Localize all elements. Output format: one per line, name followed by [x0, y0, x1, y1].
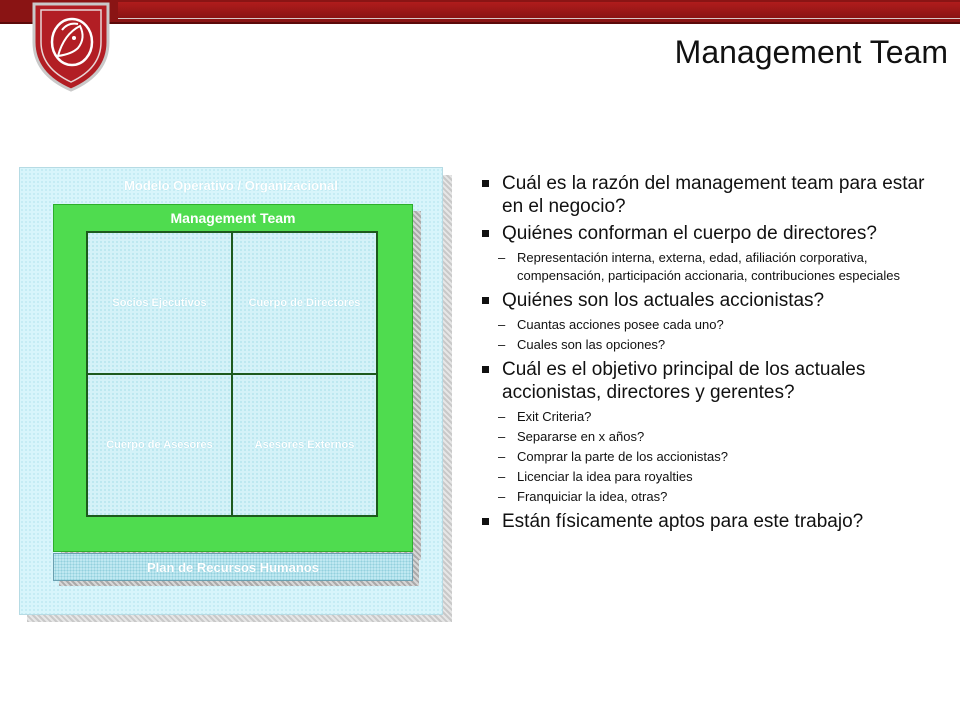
management-team-box — [53, 204, 413, 552]
management-grid — [86, 231, 378, 517]
sub-bullet-list — [480, 249, 945, 285]
sub-bullet-list — [480, 316, 945, 354]
bullet-item: Cuál es el objetivo principal de los actuales accionistas, directores y gerentes? — [480, 358, 945, 404]
bullet-list — [480, 172, 945, 537]
diagram-outer-title: Modelo Operativo / Organizacional — [124, 178, 338, 193]
top-banner — [0, 0, 960, 24]
grid-cell-cuerpo-de-asesores: Cuerpo de Asesores — [87, 374, 232, 516]
bullet-item: Quiénes conforman el cuerpo de directores? — [480, 222, 945, 245]
sub-bullet-item: – Representación interna, externa, edad, afiliación corporativa, compensación, participación accionaria, contribuciones especiales — [480, 249, 945, 285]
sub-bullet-item: – Exit Criteria? — [480, 408, 945, 426]
plan-recursos-humanos-box: Plan de Recursos Humanos — [53, 553, 413, 581]
grid-cell-cuerpo-de-directores: Cuerpo de Directores — [232, 232, 377, 374]
bullet-item: Quiénes son los actuales accionistas? — [480, 289, 945, 312]
bullet-item: Están físicamente aptos para este trabajo? — [480, 510, 945, 533]
sub-bullet-item: – Comprar la parte de los accionistas? — [480, 448, 945, 466]
management-team-title: Management Team — [170, 210, 296, 226]
sub-bullet-item: – Cuales son las opciones? — [480, 336, 945, 354]
sub-bullet-item: – Franquiciar la idea, otras? — [480, 488, 945, 506]
grid-cell-socios-ejecutivos: Socios Ejecutivos — [87, 232, 232, 374]
page-title: Management Team — [674, 34, 948, 70]
bullet-item: Cuál es la razón del management team para estar en el negocio? — [480, 172, 945, 218]
sub-bullet-list — [480, 408, 945, 506]
sub-bullet-item: – Cuantas acciones posee cada uno? — [480, 316, 945, 334]
banner-stripe — [118, 2, 960, 19]
sub-bullet-item: – Licenciar la idea para royalties — [480, 468, 945, 486]
org-model-diagram — [19, 167, 443, 615]
sub-bullet-item: – Separarse en x años? — [480, 428, 945, 446]
grid-cell-asesores-externos: Asesores Externos — [232, 374, 377, 516]
shield-emblem-icon — [28, 0, 114, 92]
